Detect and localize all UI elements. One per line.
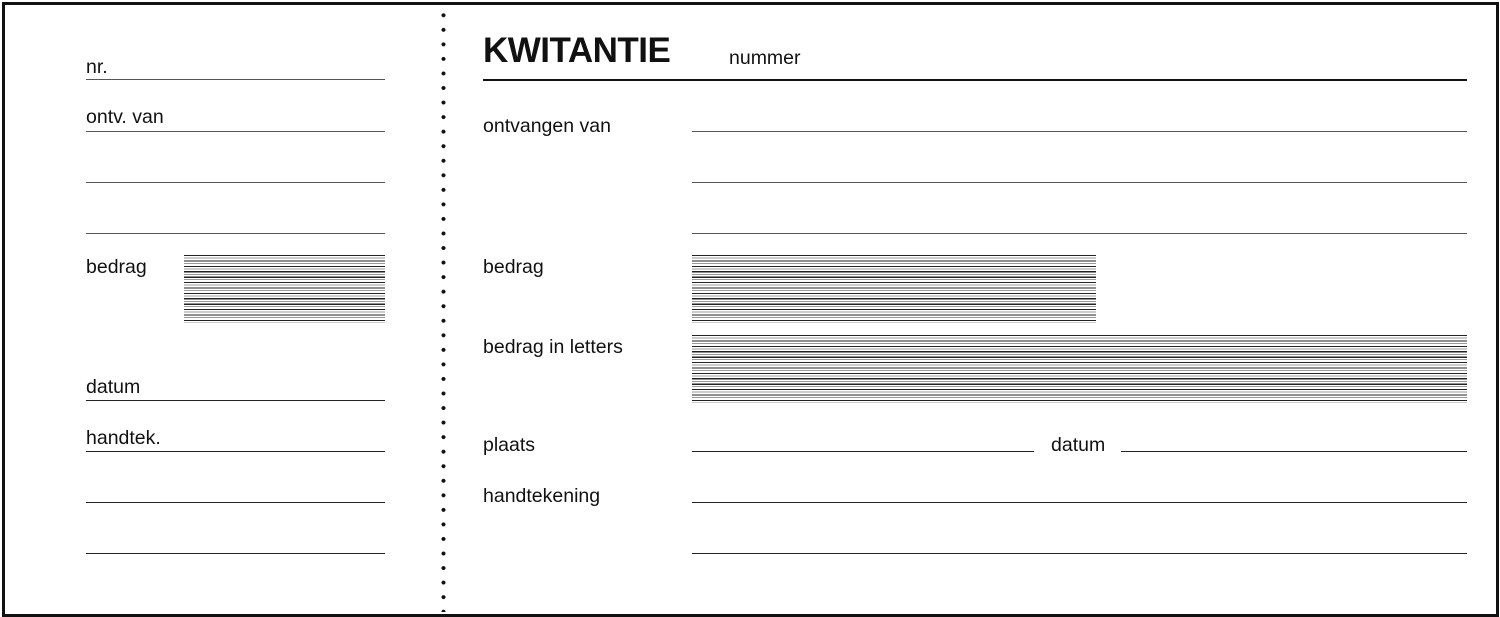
stub-date-label: datum — [86, 376, 141, 398]
stub-signature-field-1[interactable] — [86, 451, 385, 452]
amount-field[interactable] — [692, 255, 1096, 323]
signature-field-1[interactable] — [692, 502, 1467, 503]
stub-signature-field-2[interactable] — [86, 502, 385, 503]
stub-received-from-field-3[interactable] — [86, 233, 385, 234]
amount-in-words-field[interactable] — [692, 335, 1467, 403]
stub-received-from-label: ontv. van — [86, 106, 164, 128]
stub-received-from-field-2[interactable] — [86, 182, 385, 183]
date-field[interactable] — [1121, 451, 1467, 452]
received-from-field-3[interactable] — [692, 233, 1467, 234]
receipt-title: KWITANTIE — [483, 31, 671, 70]
stub-number-field[interactable] — [86, 79, 385, 80]
stub-amount-field[interactable] — [184, 255, 385, 323]
stub-date-field[interactable] — [86, 400, 385, 401]
received-from-field-2[interactable] — [692, 182, 1467, 183]
signature-field-2[interactable] — [692, 553, 1467, 554]
stub-signature-label: handtek. — [86, 427, 161, 449]
place-field[interactable] — [692, 451, 1034, 452]
stub-signature-field-3[interactable] — [86, 553, 385, 554]
stub-amount-label: bedrag — [86, 256, 147, 278]
received-from-field-1[interactable] — [692, 131, 1467, 132]
amount-label: bedrag — [483, 256, 544, 278]
received-from-label: ontvangen van — [483, 115, 611, 137]
perforation-line — [441, 8, 446, 612]
stub-number-label: nr. — [86, 56, 108, 78]
date-label: datum — [1051, 434, 1106, 456]
stub-received-from-field-1[interactable] — [86, 131, 385, 132]
receipt-number-label: nummer — [729, 47, 801, 69]
signature-label: handtekening — [483, 485, 601, 507]
place-label: plaats — [483, 434, 536, 456]
receipt-number-field[interactable] — [483, 79, 1467, 81]
amount-in-words-label: bedrag in letters — [483, 336, 623, 358]
